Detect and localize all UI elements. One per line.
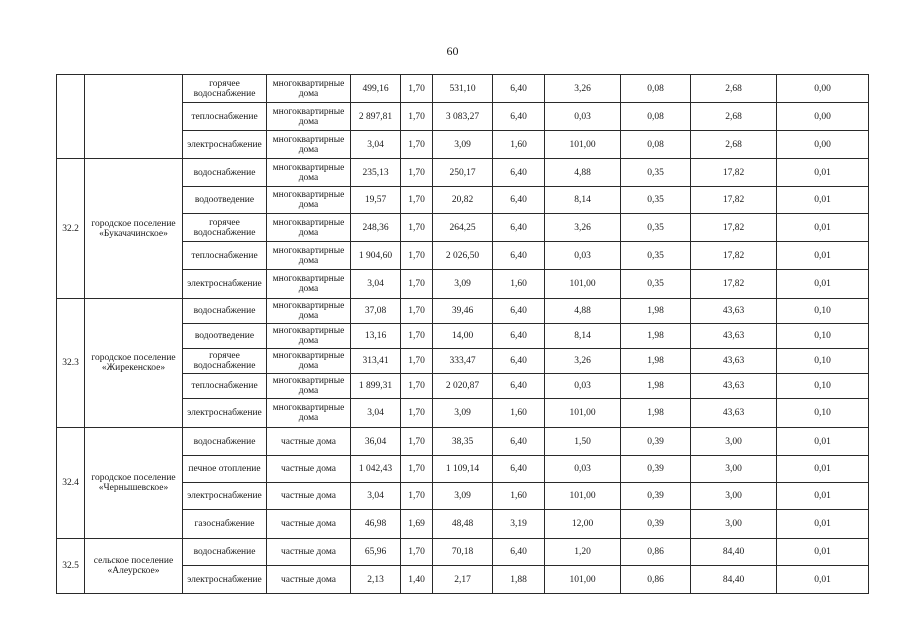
value-cell-2: 1,69 xyxy=(401,510,433,539)
value-cell-7: 2,68 xyxy=(691,103,777,131)
value-cell-6: 0,08 xyxy=(621,75,691,103)
value-cell-7: 17,82 xyxy=(691,187,777,214)
value-cell-1: 46,98 xyxy=(351,510,401,539)
resource-cell: теплоснабжение xyxy=(183,242,267,270)
value-cell-7: 3,00 xyxy=(691,483,777,510)
value-cell-1: 65,96 xyxy=(351,539,401,566)
value-cell-5: 0,03 xyxy=(545,103,621,131)
value-cell-7: 43,63 xyxy=(691,349,777,374)
value-cell-7: 17,82 xyxy=(691,270,777,299)
value-cell-1: 3,04 xyxy=(351,270,401,299)
value-cell-1: 1 904,60 xyxy=(351,242,401,270)
group-number-cell: 32.4 xyxy=(57,428,85,539)
value-cell-7: 17,82 xyxy=(691,242,777,270)
resource-cell: водоснабжение xyxy=(183,428,267,456)
value-cell-2: 1,70 xyxy=(401,456,433,483)
value-cell-4: 1,88 xyxy=(493,566,545,594)
housing-cell: частные дома xyxy=(267,483,351,510)
settlement-name-cell: городское поселение «Жирекенское» xyxy=(85,299,183,428)
resource-cell: горячее водоснабжение xyxy=(183,214,267,242)
group-number-cell: 32.5 xyxy=(57,539,85,594)
value-cell-1: 2,13 xyxy=(351,566,401,594)
housing-cell: многоквартирные дома xyxy=(267,299,351,324)
housing-cell: многоквартирные дома xyxy=(267,349,351,374)
value-cell-5: 1,50 xyxy=(545,428,621,456)
housing-cell: многоквартирные дома xyxy=(267,374,351,399)
value-cell-8: 0,10 xyxy=(777,374,869,399)
value-cell-8: 0,10 xyxy=(777,299,869,324)
settlement-name-cell: городское поселение «Чернышевское» xyxy=(85,428,183,539)
value-cell-7: 43,63 xyxy=(691,324,777,349)
value-cell-1: 313,41 xyxy=(351,349,401,374)
value-cell-7: 3,00 xyxy=(691,428,777,456)
value-cell-3: 2,17 xyxy=(433,566,493,594)
value-cell-7: 3,00 xyxy=(691,456,777,483)
value-cell-6: 0,35 xyxy=(621,159,691,187)
housing-cell: частные дома xyxy=(267,539,351,566)
value-cell-6: 1,98 xyxy=(621,299,691,324)
value-cell-3: 1 109,14 xyxy=(433,456,493,483)
resource-cell: горячее водоснабжение xyxy=(183,75,267,103)
value-cell-3: 264,25 xyxy=(433,214,493,242)
value-cell-3: 531,10 xyxy=(433,75,493,103)
housing-cell: частные дома xyxy=(267,456,351,483)
value-cell-4: 6,40 xyxy=(493,214,545,242)
tariff-table xyxy=(56,74,869,594)
value-cell-6: 1,98 xyxy=(621,324,691,349)
value-cell-5: 0,03 xyxy=(545,374,621,399)
value-cell-1: 235,13 xyxy=(351,159,401,187)
value-cell-6: 0,35 xyxy=(621,187,691,214)
value-cell-4: 6,40 xyxy=(493,159,545,187)
value-cell-7: 43,63 xyxy=(691,374,777,399)
housing-cell: многоквартирные дома xyxy=(267,131,351,159)
housing-cell: многоквартирные дома xyxy=(267,214,351,242)
value-cell-1: 1 042,43 xyxy=(351,456,401,483)
value-cell-2: 1,70 xyxy=(401,159,433,187)
resource-cell: электроснабжение xyxy=(183,131,267,159)
value-cell-8: 0,01 xyxy=(777,214,869,242)
housing-cell: частные дома xyxy=(267,510,351,539)
value-cell-8: 0,01 xyxy=(777,159,869,187)
value-cell-6: 0,35 xyxy=(621,214,691,242)
value-cell-3: 38,35 xyxy=(433,428,493,456)
value-cell-8: 0,10 xyxy=(777,349,869,374)
value-cell-6: 0,39 xyxy=(621,428,691,456)
value-cell-5: 12,00 xyxy=(545,510,621,539)
settlement-name-cell: сельское поселение «Алеурское» xyxy=(85,539,183,594)
value-cell-2: 1,70 xyxy=(401,299,433,324)
value-cell-1: 37,08 xyxy=(351,299,401,324)
value-cell-4: 6,40 xyxy=(493,349,545,374)
value-cell-5: 101,00 xyxy=(545,483,621,510)
value-cell-2: 1,70 xyxy=(401,374,433,399)
housing-cell: многоквартирные дома xyxy=(267,187,351,214)
value-cell-1: 248,36 xyxy=(351,214,401,242)
value-cell-6: 0,08 xyxy=(621,103,691,131)
resource-cell: водоснабжение xyxy=(183,539,267,566)
value-cell-6: 0,39 xyxy=(621,510,691,539)
value-cell-3: 3 083,27 xyxy=(433,103,493,131)
housing-cell: многоквартирные дома xyxy=(267,270,351,299)
value-cell-4: 6,40 xyxy=(493,242,545,270)
housing-cell: многоквартирные дома xyxy=(267,103,351,131)
table-row xyxy=(57,75,869,103)
value-cell-6: 0,39 xyxy=(621,483,691,510)
value-cell-8: 0,01 xyxy=(777,428,869,456)
value-cell-6: 0,35 xyxy=(621,270,691,299)
page-number: 60 xyxy=(446,44,459,58)
value-cell-2: 1,70 xyxy=(401,131,433,159)
resource-cell: теплоснабжение xyxy=(183,103,267,131)
resource-cell: электроснабжение xyxy=(183,399,267,428)
housing-cell: многоквартирные дома xyxy=(267,242,351,270)
value-cell-8: 0,01 xyxy=(777,539,869,566)
value-cell-2: 1,70 xyxy=(401,214,433,242)
value-cell-4: 1,60 xyxy=(493,399,545,428)
value-cell-3: 20,82 xyxy=(433,187,493,214)
value-cell-4: 6,40 xyxy=(493,324,545,349)
value-cell-8: 0,01 xyxy=(777,187,869,214)
value-cell-8: 0,01 xyxy=(777,456,869,483)
value-cell-2: 1,70 xyxy=(401,539,433,566)
value-cell-7: 17,82 xyxy=(691,214,777,242)
resource-cell: водоснабжение xyxy=(183,159,267,187)
value-cell-8: 0,01 xyxy=(777,483,869,510)
value-cell-4: 6,40 xyxy=(493,299,545,324)
value-cell-2: 1,40 xyxy=(401,566,433,594)
value-cell-3: 3,09 xyxy=(433,270,493,299)
resource-cell: теплоснабжение xyxy=(183,374,267,399)
value-cell-7: 43,63 xyxy=(691,399,777,428)
table-row xyxy=(57,299,869,324)
value-cell-1: 499,16 xyxy=(351,75,401,103)
value-cell-4: 6,40 xyxy=(493,456,545,483)
value-cell-7: 43,63 xyxy=(691,299,777,324)
value-cell-5: 8,14 xyxy=(545,324,621,349)
housing-cell: многоквартирные дома xyxy=(267,324,351,349)
resource-cell: газоснабжение xyxy=(183,510,267,539)
value-cell-5: 101,00 xyxy=(545,270,621,299)
settlement-name-cell: городское поселение «Букачачинское» xyxy=(85,159,183,299)
resource-cell: водоотведение xyxy=(183,187,267,214)
value-cell-8: 0,10 xyxy=(777,399,869,428)
value-cell-3: 70,18 xyxy=(433,539,493,566)
housing-cell: многоквартирные дома xyxy=(267,159,351,187)
value-cell-5: 4,88 xyxy=(545,159,621,187)
value-cell-2: 1,70 xyxy=(401,324,433,349)
value-cell-8: 0,00 xyxy=(777,131,869,159)
value-cell-6: 0,35 xyxy=(621,242,691,270)
value-cell-8: 0,00 xyxy=(777,75,869,103)
group-number-cell xyxy=(57,75,85,159)
value-cell-6: 0,86 xyxy=(621,539,691,566)
value-cell-4: 1,60 xyxy=(493,270,545,299)
table-row xyxy=(57,159,869,187)
value-cell-4: 6,40 xyxy=(493,103,545,131)
value-cell-3: 3,09 xyxy=(433,483,493,510)
value-cell-5: 101,00 xyxy=(545,131,621,159)
value-cell-2: 1,70 xyxy=(401,187,433,214)
value-cell-1: 19,57 xyxy=(351,187,401,214)
value-cell-5: 101,00 xyxy=(545,566,621,594)
value-cell-5: 0,03 xyxy=(545,456,621,483)
value-cell-5: 101,00 xyxy=(545,399,621,428)
value-cell-1: 3,04 xyxy=(351,131,401,159)
value-cell-5: 8,14 xyxy=(545,187,621,214)
value-cell-2: 1,70 xyxy=(401,242,433,270)
value-cell-1: 3,04 xyxy=(351,483,401,510)
value-cell-7: 17,82 xyxy=(691,159,777,187)
value-cell-3: 3,09 xyxy=(433,131,493,159)
resource-cell: печное отопление xyxy=(183,456,267,483)
value-cell-4: 6,40 xyxy=(493,428,545,456)
value-cell-2: 1,70 xyxy=(401,428,433,456)
value-cell-7: 84,40 xyxy=(691,539,777,566)
value-cell-2: 1,70 xyxy=(401,399,433,428)
value-cell-2: 1,70 xyxy=(401,103,433,131)
value-cell-5: 0,03 xyxy=(545,242,621,270)
value-cell-4: 6,40 xyxy=(493,75,545,103)
value-cell-6: 0,39 xyxy=(621,456,691,483)
value-cell-3: 250,17 xyxy=(433,159,493,187)
value-cell-4: 3,19 xyxy=(493,510,545,539)
value-cell-1: 13,16 xyxy=(351,324,401,349)
value-cell-2: 1,70 xyxy=(401,483,433,510)
table-row xyxy=(57,539,869,566)
value-cell-5: 4,88 xyxy=(545,299,621,324)
housing-cell: частные дома xyxy=(267,428,351,456)
housing-cell: многоквартирные дома xyxy=(267,75,351,103)
housing-cell: частные дома xyxy=(267,566,351,594)
resource-cell: электроснабжение xyxy=(183,566,267,594)
value-cell-3: 3,09 xyxy=(433,399,493,428)
table-row xyxy=(57,428,869,456)
group-number-cell: 32.2 xyxy=(57,159,85,299)
value-cell-2: 1,70 xyxy=(401,349,433,374)
value-cell-8: 0,01 xyxy=(777,510,869,539)
value-cell-3: 14,00 xyxy=(433,324,493,349)
value-cell-5: 3,26 xyxy=(545,214,621,242)
value-cell-2: 1,70 xyxy=(401,75,433,103)
resource-cell: электроснабжение xyxy=(183,270,267,299)
value-cell-3: 2 020,87 xyxy=(433,374,493,399)
value-cell-3: 39,46 xyxy=(433,299,493,324)
value-cell-8: 0,01 xyxy=(777,566,869,594)
value-cell-7: 84,40 xyxy=(691,566,777,594)
value-cell-3: 333,47 xyxy=(433,349,493,374)
resource-cell: водоснабжение xyxy=(183,299,267,324)
value-cell-5: 3,26 xyxy=(545,349,621,374)
value-cell-6: 0,08 xyxy=(621,131,691,159)
value-cell-6: 0,86 xyxy=(621,566,691,594)
value-cell-8: 0,01 xyxy=(777,242,869,270)
value-cell-3: 2 026,50 xyxy=(433,242,493,270)
value-cell-4: 1,60 xyxy=(493,131,545,159)
value-cell-5: 3,26 xyxy=(545,75,621,103)
settlement-name-cell xyxy=(85,75,183,159)
value-cell-1: 2 897,81 xyxy=(351,103,401,131)
housing-cell: многоквартирные дома xyxy=(267,399,351,428)
resource-cell: электроснабжение xyxy=(183,483,267,510)
group-number-cell: 32.3 xyxy=(57,299,85,428)
value-cell-2: 1,70 xyxy=(401,270,433,299)
value-cell-6: 1,98 xyxy=(621,399,691,428)
value-cell-4: 6,40 xyxy=(493,187,545,214)
value-cell-6: 1,98 xyxy=(621,374,691,399)
value-cell-4: 6,40 xyxy=(493,374,545,399)
value-cell-7: 3,00 xyxy=(691,510,777,539)
value-cell-6: 1,98 xyxy=(621,349,691,374)
value-cell-8: 0,10 xyxy=(777,324,869,349)
value-cell-8: 0,00 xyxy=(777,103,869,131)
resource-cell: горячее водоснабжение xyxy=(183,349,267,374)
value-cell-7: 2,68 xyxy=(691,75,777,103)
value-cell-4: 1,60 xyxy=(493,483,545,510)
value-cell-7: 2,68 xyxy=(691,131,777,159)
value-cell-8: 0,01 xyxy=(777,270,869,299)
value-cell-1: 36,04 xyxy=(351,428,401,456)
resource-cell: водоотведение xyxy=(183,324,267,349)
value-cell-1: 1 899,31 xyxy=(351,374,401,399)
value-cell-1: 3,04 xyxy=(351,399,401,428)
value-cell-3: 48,48 xyxy=(433,510,493,539)
value-cell-4: 6,40 xyxy=(493,539,545,566)
value-cell-5: 1,20 xyxy=(545,539,621,566)
